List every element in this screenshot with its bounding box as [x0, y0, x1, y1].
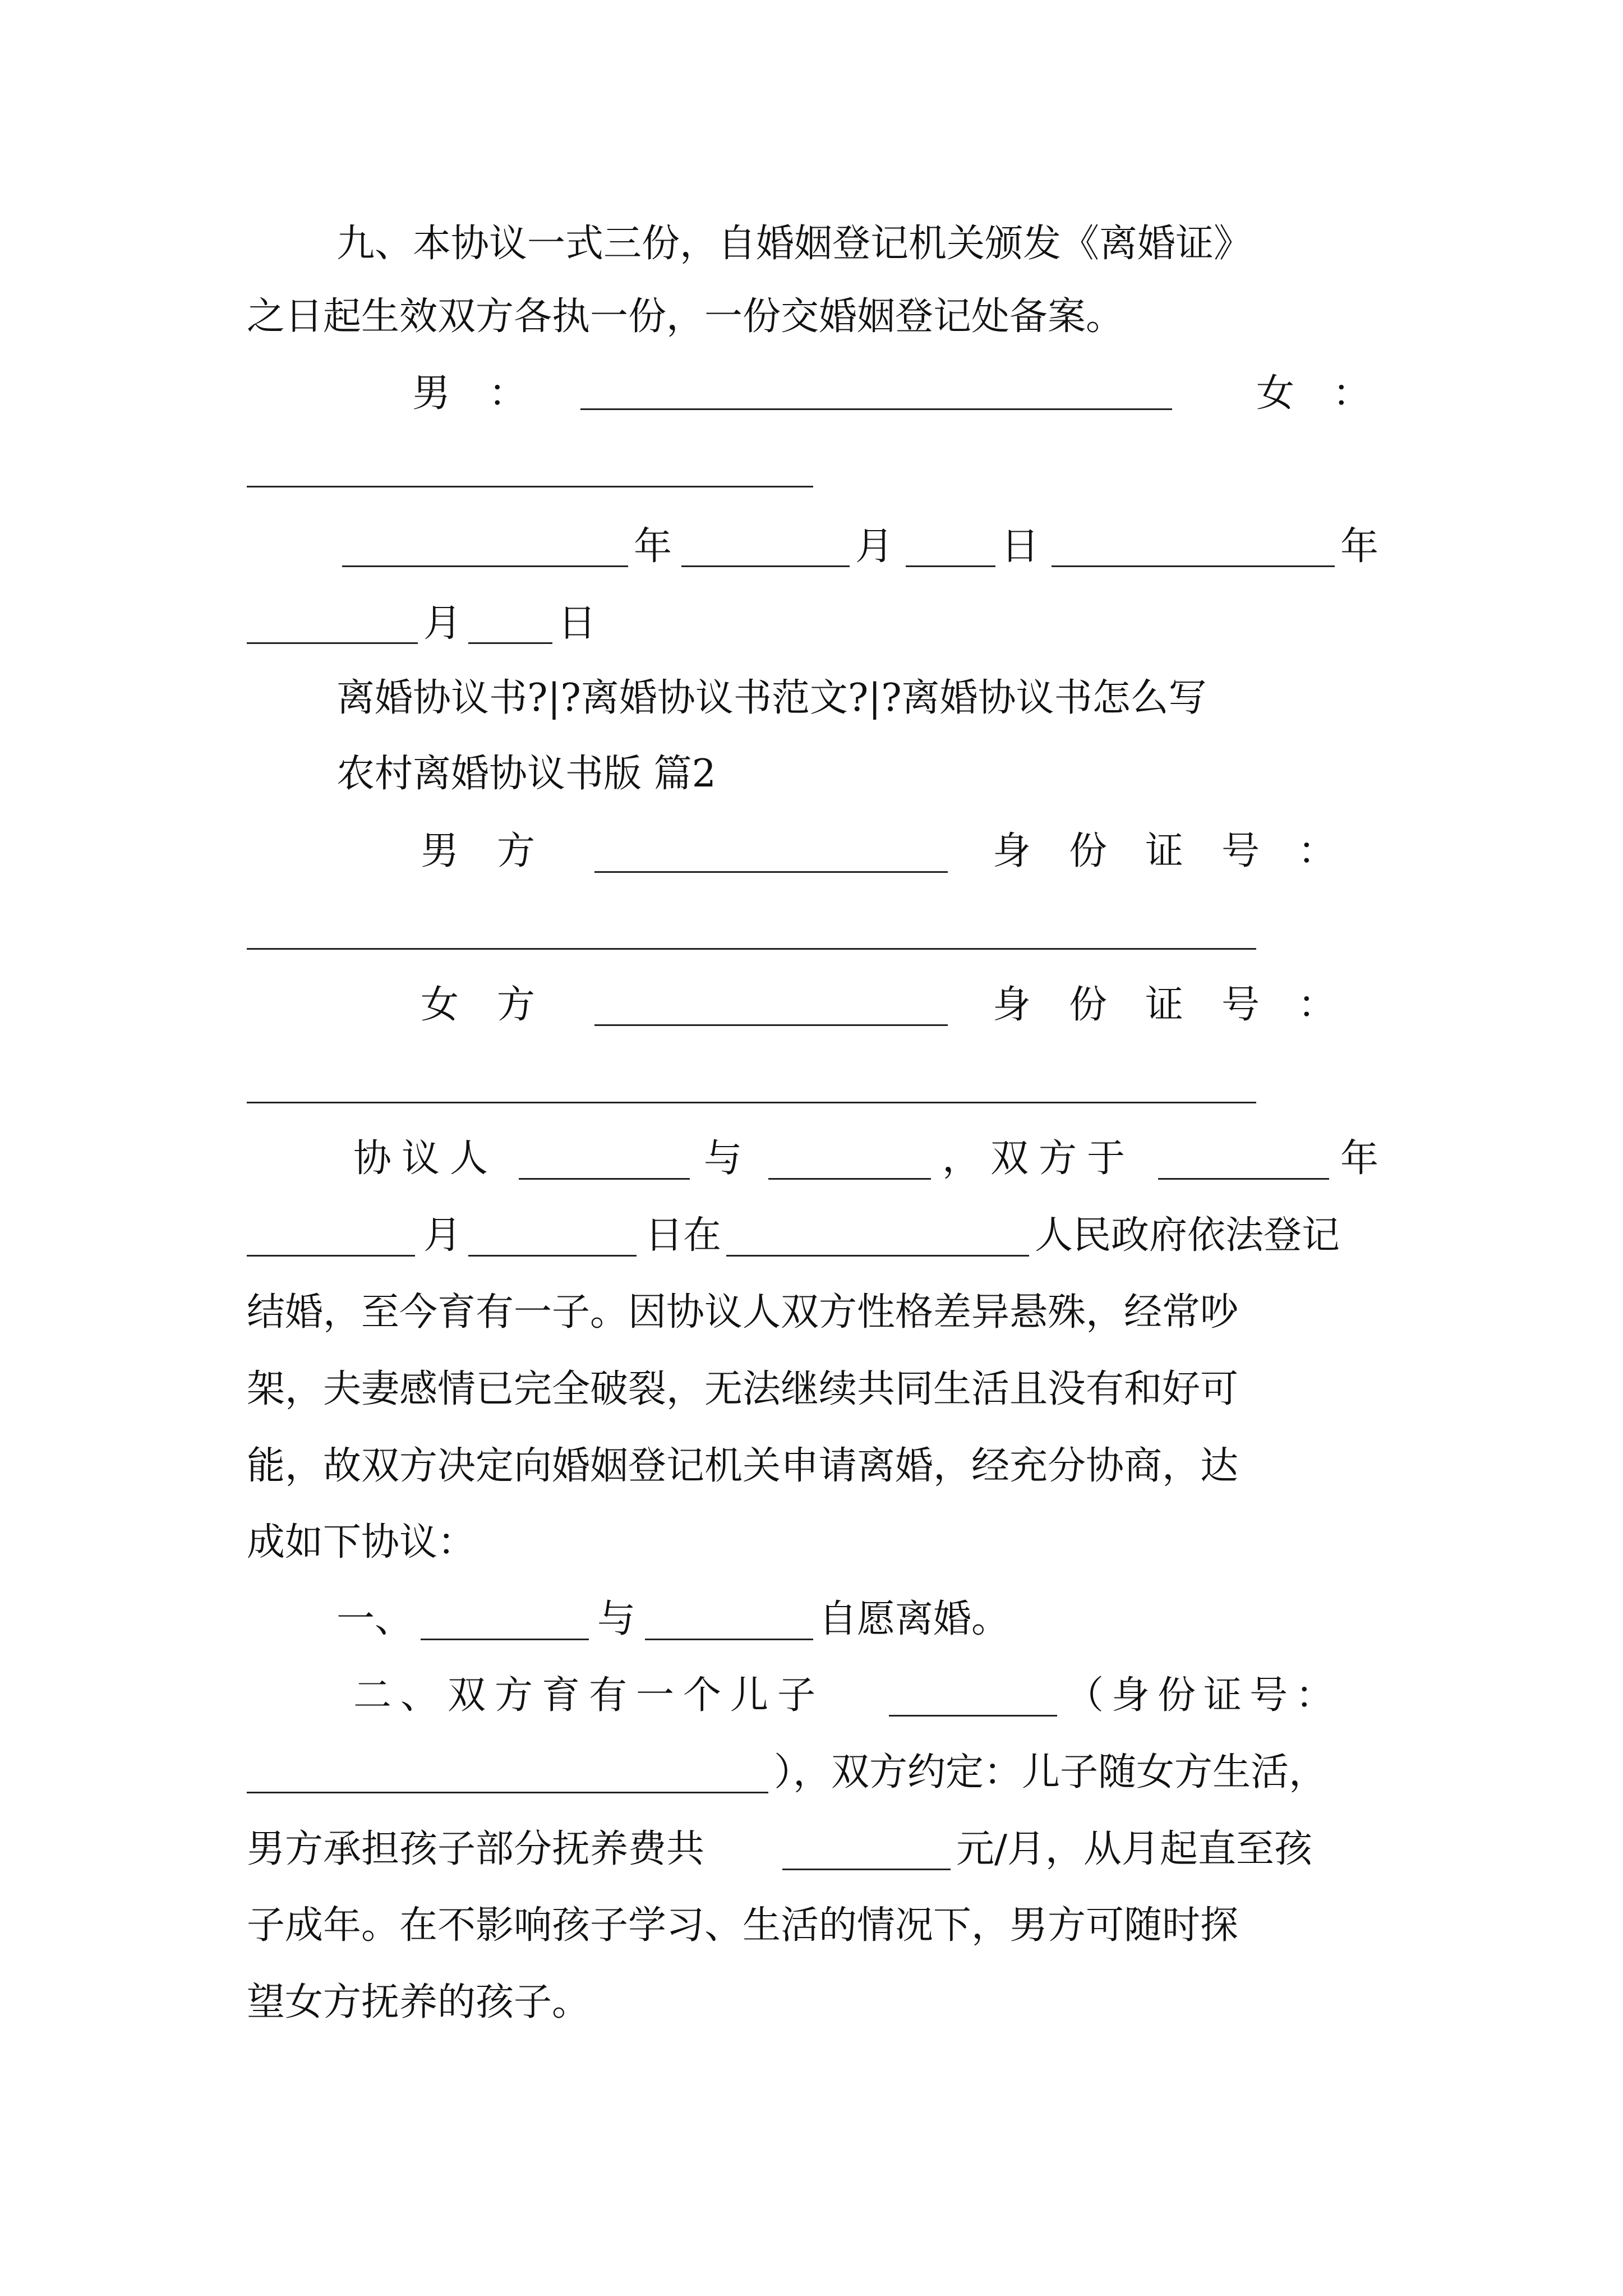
clause2-after-id: ），双方约定：儿子随女方生活， [774, 1750, 1327, 1795]
intro-line3: 结婚，至今育有一子。因协议人双方性格差异悬殊，经常吵 [247, 1290, 1239, 1335]
section-heading: 农村离婚协议书版 篇2 [336, 752, 716, 796]
clause1-blank1 [421, 1639, 589, 1640]
intro-blank-month [247, 1255, 415, 1257]
date-blank-year-2 [1052, 565, 1335, 567]
intro-blank-day [468, 1255, 637, 1257]
intro-blank-government [726, 1255, 1029, 1257]
intro-both-on: ，双方于 [942, 1137, 1136, 1181]
date-blank-month-2 [247, 642, 418, 644]
intro-line6: 成如下协议： [247, 1520, 476, 1565]
female-signature-blank [247, 486, 813, 487]
female-party-blank [594, 1024, 948, 1026]
intro-blank-party2 [768, 1178, 931, 1180]
date-blank-year-1 [342, 565, 628, 567]
male-signature-label: 男 ： [412, 371, 527, 416]
intro-registered: 人民政府依法登记 [1035, 1213, 1340, 1258]
female-signature-label: 女 ： [1256, 371, 1371, 416]
clause2-id-open: （身份证号： [1066, 1673, 1342, 1718]
clause9-line2: 之日起生效双方各执一份，一份交婚姻登记处备案。 [247, 295, 1124, 339]
month-label-1: 月 [855, 524, 894, 569]
date-blank-day-1 [906, 565, 995, 567]
intro-year: 年 [1340, 1137, 1379, 1181]
links-line: 离婚协议书?|?离婚协议书范文?|?离婚协议书怎么写 [336, 676, 1207, 720]
clause1-blank2 [645, 1639, 813, 1640]
intro-line4: 架，夫妻感情已完全破裂，无法继续共同生活且没有和好可 [247, 1367, 1239, 1411]
clause9-line1: 九、本协议一式三份，自婚姻登记机关颁发《离婚证》 [336, 222, 1252, 266]
clause2-blank-id [247, 1792, 768, 1793]
male-party-blank [594, 871, 948, 873]
clause1-prefix: 一、 [336, 1597, 413, 1641]
clause2-line5: 望女方抚养的孩子。 [247, 1980, 591, 2024]
male-id-blank [247, 948, 1256, 950]
intro-day-at: 日在 [645, 1213, 722, 1258]
day-label-1: 日 [1001, 524, 1040, 569]
female-party-label: 女 方 [421, 983, 536, 1027]
date-blank-month-1 [681, 565, 850, 567]
male-signature-blank [580, 408, 1172, 410]
male-id-label: 身 份 证 号 ： [993, 829, 1336, 873]
clause1-and: 与 [597, 1597, 636, 1641]
intro-line5: 能，故双方决定向婚姻登记机关申请离婚，经充分协商，达 [247, 1444, 1239, 1488]
male-party-label: 男 方 [421, 829, 536, 873]
clause2-line3b: 元/月，从月起直至孩 [956, 1827, 1312, 1871]
day-label-2: 日 [558, 601, 597, 646]
intro-blank-party1 [519, 1178, 690, 1180]
month-label-2: 月 [423, 601, 462, 646]
clause2-blank-son [889, 1715, 1057, 1717]
date-blank-day-2 [468, 642, 552, 644]
year-label-2: 年 [1340, 524, 1379, 569]
clause2-line4: 子成年。在不影响孩子学习、生活的情况下，男方可随时探 [247, 1903, 1239, 1948]
female-id-label: 身 份 证 号 ： [993, 983, 1336, 1027]
female-id-blank [247, 1102, 1256, 1103]
year-label-1: 年 [634, 524, 672, 569]
clause1-suffix: 自愿离婚。 [819, 1597, 1010, 1641]
clause2-prefix: 二、双方育有一个儿子 [353, 1673, 825, 1718]
intro-and: 与 [704, 1137, 743, 1181]
intro-blank-year [1158, 1178, 1329, 1180]
intro-agreement-party: 协议人 [353, 1137, 499, 1181]
intro-month: 月 [423, 1213, 462, 1258]
clause2-blank-amount [782, 1869, 951, 1870]
clause2-line3a: 男方承担孩子部分抚养费共 [247, 1827, 705, 1871]
